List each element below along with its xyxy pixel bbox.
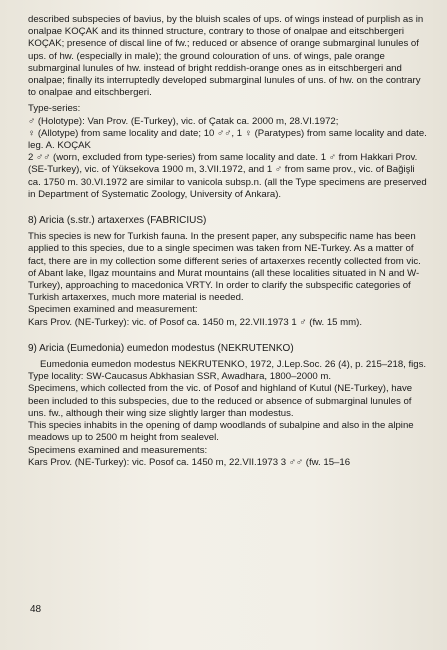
section-9-type-locality: Type locality: SW-Caucasus Abkhasian SSR, Awadhara, 1800–2000 m. (28, 371, 332, 383)
section-9-specimen-label: Specimens examined and measurements: (28, 444, 208, 456)
type-series-label: Type-series: (28, 103, 81, 115)
allotype-entry: ♀ (Allotype) from same locality and date; 10 ♂♂, 1 ♀ (Paratypes) from same locality and date. leg. A. KOÇAK (28, 127, 427, 152)
page-text (28, 14, 429, 469)
section-8-specimen-label: Specimen examined and measurement: (28, 304, 198, 316)
section-9-body-2: This species inhabits in the opening of damp woodlands of subalpine and also in the alpine meadows up to 2500 m height from sealevel. (28, 420, 414, 444)
paragraph-description-end: described subspecies of bavius, by the bluish scales of ups. of wings instead of purplish as in onalpae KOÇAK and its thinned structure, contrary to those of onalpae and eitschbergeri KOÇAK; presence of discal line of fw.; reduced or absence of orange submarginal lunules of ups. of hw. (especially in male); the ground colouration of uns. of wings, pale orange submarginal lunules of hw. instead of bright reddish-orange ones as in eitschbergeri and onalpae; finally its interruptedly developed submarginal lunules of uns. of hw. on the contrary to onalpae and eitschbergeri. (28, 14, 424, 99)
worn-specimens-entry: 2 ♂♂ (worn, excluded from type-series) from same locality and date. 1 ♂ from Hakkari Prov. (SE-Turkey), vic. of Yüksekova 1900 m, 3.VII.1972, and 1 ♂ from same prov., vic. of Bağişli ca. 1750 m. 30.VI.1972 are similar to vanicola subsp.n. (all the Type specimens are preserved in Department of Systematic Zoology, University of Ankara). (28, 152, 427, 200)
section-8-heading: 8) Aricia (s.str.) artaxerxes (FABRICIUS) (28, 215, 207, 227)
section-9-heading: 9) Aricia (Eumedonia) eumedon modestus (NEKRUTENKO) (28, 342, 294, 354)
page-number: 48 (30, 604, 42, 615)
section-9-specimen: Kars Prov. (NE-Turkey): vic. Posof ca. 1450 m, 22.VII.1973 3 ♂♂ (fw. 15–16 (28, 456, 351, 468)
section-9-reference: Eumedonia eumedon modestus NEKRUTENKO, 1972, J.Lep.Soc. 26 (4), p. 215–218, figs. (40, 359, 427, 371)
section-8-specimen: Kars Prov. (NE-Turkey): vic. of Posof ca. 1450 m, 22.VII.1973 1 ♂ (fw. 15 mm). (28, 316, 363, 328)
holotype-entry: ♂ (Holotype): Van Prov. (E-Turkey), vic. of Çatak ca. 2000 m, 28.VI.1972; (28, 115, 339, 127)
section-8-body: This species is new for Turkish fauna. In the present paper, any subspecific name has been applied to this species, due to a single specimen was taken from NE-Turkey. As a matter of fact, there are in my collection some different series of artaxerxes recently collected from vic. of Abant lake, Ilgaz mountains and Murat mountains (all these localities situated in N and W-Turkey), approaching to macedonica VRTY. In order to clarify the subspecific categories of Turkish artaxerxes, much more material is needed. (28, 231, 421, 304)
section-9-body-1: Specimens, which collected from the vic. of Posof and highland of Kutul (NE-Turkey), have been included to this subspecies, due to the reduced or absence of submarginal lunules of uns. fw., although their wing size slightly larger than modestus. (28, 383, 413, 419)
